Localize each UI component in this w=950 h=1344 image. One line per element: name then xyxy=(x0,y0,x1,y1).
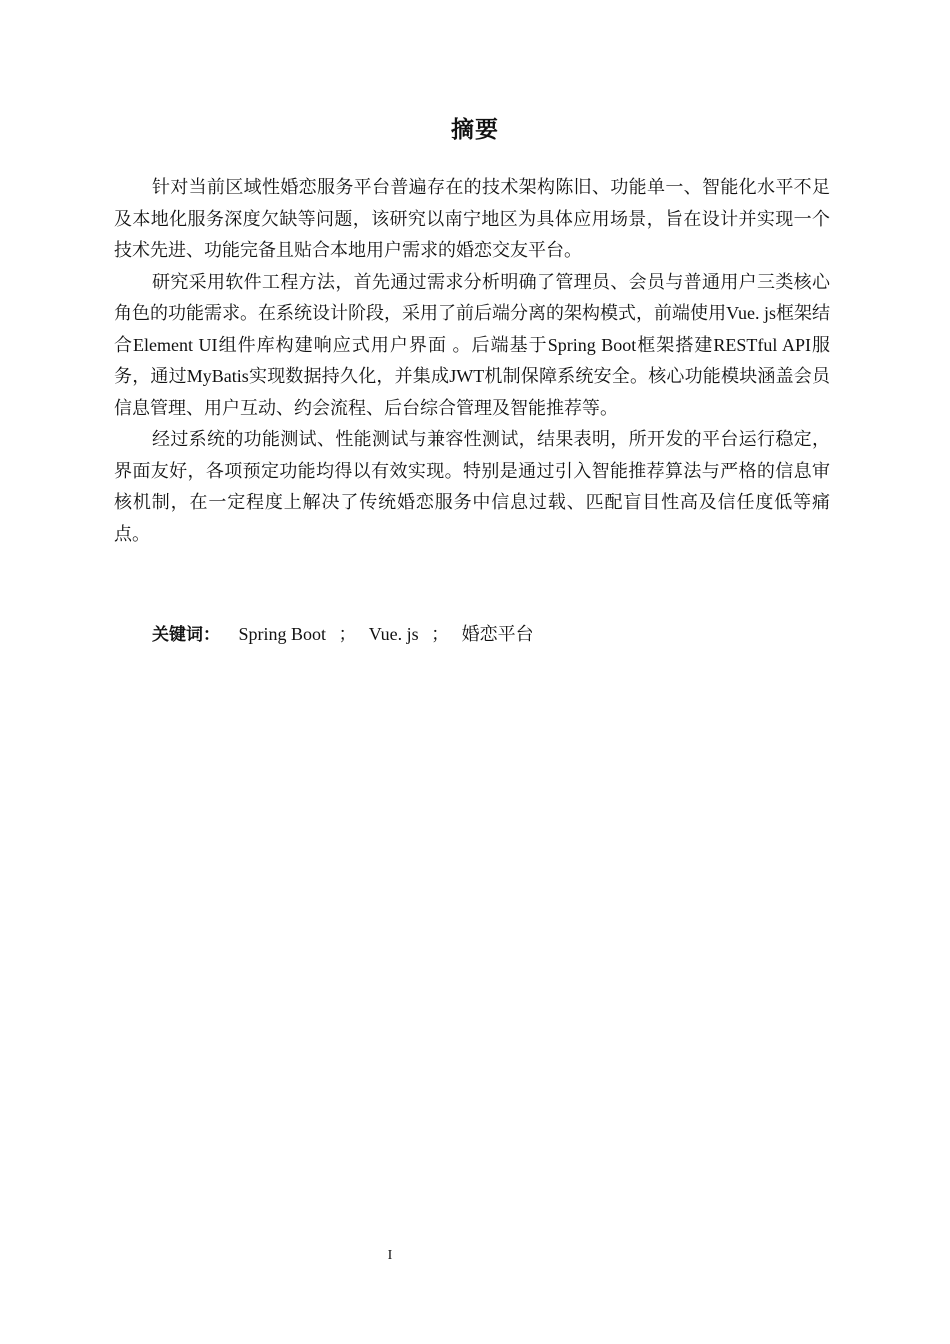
abstract-paragraph-2: 研究采用软件工程方法，首先通过需求分析明确了管理员、会员与普通用户三类核心角色的功能需求。在系统设计阶段，采用了前后端分离的架构模式，前端使用Vue. js框架结合Element UI组件库构建响应式用户界面 。后端基于Spring Boot框架搭建RESTful API服务，通过MyBatis实现数据持久化，并集成JWT机制保障系统安全。核心功能模块涵盖会员信息管理、用户互动、约会流程、后台综合管理及智能推荐等。 xyxy=(114,271,830,418)
keyword-item: Spring Boot xyxy=(238,624,327,644)
abstract-body xyxy=(114,172,830,550)
abstract-paragraph-1: 针对当前区域性婚恋服务平台普遍存在的技术架构陈旧、功能单一、智能化水平不足及本地化服务深度欠缺等问题，该研究以南宁地区为具体应用场景，旨在设计并实现一个技术先进、功能完备且贴合本地用户需求的婚恋交友平台。 xyxy=(114,177,830,260)
keyword-separator: ； xyxy=(431,624,450,644)
keyword-separator: ； xyxy=(338,624,357,644)
keywords-line xyxy=(152,618,534,651)
keyword-item: Vue. js xyxy=(368,624,419,644)
abstract-title: 摘要 xyxy=(451,117,499,143)
page-number: I xyxy=(387,1248,393,1263)
keyword-item: 婚恋平台 xyxy=(461,624,534,644)
abstract-paragraph-3: 经过系统的功能测试、性能测试与兼容性测试，结果表明，所开发的平台运行稳定，界面友好，各项预定功能均得以有效实现。特别是通过引入智能推荐算法与严格的信息审核机制，在一定程度上解决了传统婚恋服务中信息过载、匹配盲目性高及信任度低等痛点。 xyxy=(114,429,830,544)
keywords-label: 关键词： xyxy=(152,625,220,645)
